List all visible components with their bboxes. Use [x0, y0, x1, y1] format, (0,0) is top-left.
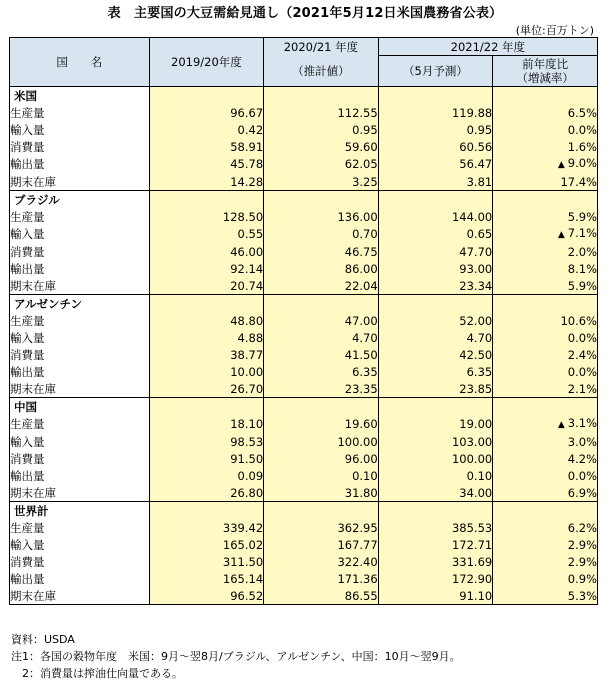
item-label: 消費量 — [10, 450, 150, 467]
country-name: アルゼンチン — [10, 295, 150, 313]
table-title: 表 主要国の大豆需給見通し（2021年5月12日米国農務省公表） — [107, 6, 503, 21]
table-row — [10, 121, 598, 138]
ratio-value: 5.3% — [567, 588, 597, 603]
item-label: 輸入量 — [10, 329, 150, 346]
ratio-value: 2.4% — [567, 347, 597, 362]
item-label: 生産量 — [10, 312, 150, 329]
value-2021: 52.00 — [378, 312, 493, 329]
value-2021: 23.34 — [378, 277, 493, 295]
item-label: 輸入量 — [10, 121, 150, 138]
blank-cell — [493, 87, 598, 105]
value-2019: 26.70 — [149, 380, 264, 398]
value-2019: 128.50 — [149, 208, 264, 225]
ratio-cell — [493, 312, 598, 329]
value-2019: 48.80 — [149, 312, 264, 329]
item-label: 輸出量 — [10, 570, 150, 587]
ratio-value: 1.6% — [567, 139, 597, 154]
ratio-value: 2.1% — [567, 381, 597, 396]
value-2019: 10.00 — [149, 363, 264, 380]
value-2019: 96.67 — [149, 104, 264, 121]
table-row — [10, 329, 598, 346]
ratio-value: 9.0% — [567, 156, 597, 170]
item-label: 期末在庫 — [10, 277, 150, 295]
ratio-value: 2.9% — [567, 537, 597, 552]
table-row — [10, 415, 598, 433]
value-2021: 3.81 — [378, 173, 493, 191]
value-2020: 112.55 — [264, 104, 379, 121]
ratio-value: 0.9% — [567, 571, 597, 586]
value-2021: 103.00 — [378, 433, 493, 450]
table-row — [10, 519, 598, 536]
blank-cell — [493, 398, 598, 416]
ratio-cell — [493, 208, 598, 225]
value-2019: 26.80 — [149, 484, 264, 502]
ratio-cell — [493, 484, 598, 502]
ratio-value: 6.2% — [567, 520, 597, 535]
ratio-cell — [493, 173, 598, 191]
value-2020: 46.75 — [264, 243, 379, 260]
value-2021: 19.00 — [378, 415, 493, 433]
blank-cell — [378, 502, 493, 520]
ratio-value: 0.0% — [567, 122, 597, 137]
table-row — [10, 433, 598, 450]
value-2020: 3.25 — [264, 173, 379, 191]
blank-cell — [149, 502, 264, 520]
value-2020: 23.35 — [264, 380, 379, 398]
value-2020: 47.00 — [264, 312, 379, 329]
value-2019: 165.14 — [149, 570, 264, 587]
value-2021: 172.90 — [378, 570, 493, 587]
table-row — [10, 260, 598, 277]
blank-cell — [378, 191, 493, 209]
blank-cell — [264, 87, 379, 105]
ratio-cell — [493, 415, 598, 433]
blank-cell — [149, 87, 264, 105]
ratio-cell — [493, 329, 598, 346]
country-name: 米国 — [10, 87, 150, 105]
blank-cell — [378, 87, 493, 105]
value-2020: 59.60 — [264, 138, 379, 155]
decrease-triangle-icon: ▲ — [557, 420, 565, 430]
value-2019: 98.53 — [149, 433, 264, 450]
ratio-cell — [493, 450, 598, 467]
table-row — [10, 346, 598, 363]
value-2020: 0.70 — [264, 225, 379, 243]
item-label: 生産量 — [10, 104, 150, 121]
table-row — [10, 312, 598, 329]
value-2021: 0.10 — [378, 467, 493, 484]
table-row — [10, 553, 598, 570]
table-row — [10, 570, 598, 587]
value-2020: 4.70 — [264, 329, 379, 346]
blank-cell — [493, 191, 598, 209]
value-2021: 60.56 — [378, 138, 493, 155]
blank-cell — [149, 295, 264, 313]
value-2021: 385.53 — [378, 519, 493, 536]
item-label: 消費量 — [10, 243, 150, 260]
ratio-cell — [493, 536, 598, 553]
value-2021: 6.35 — [378, 363, 493, 380]
value-2020: 100.00 — [264, 433, 379, 450]
ratio-value: 5.9% — [567, 278, 597, 293]
value-2020: 322.40 — [264, 553, 379, 570]
value-2020: 22.04 — [264, 277, 379, 295]
table-row — [10, 138, 598, 155]
item-label: 期末在庫 — [10, 173, 150, 191]
header-2021-top: 2021/22 年度 — [378, 38, 597, 56]
table-row — [10, 380, 598, 398]
item-label: 輸出量 — [10, 155, 150, 173]
item-label: 生産量 — [10, 208, 150, 225]
item-label: 生産量 — [10, 519, 150, 536]
value-2019: 0.55 — [149, 225, 264, 243]
ratio-cell — [493, 225, 598, 243]
value-2020: 86.55 — [264, 587, 379, 605]
value-2020: 0.95 — [264, 121, 379, 138]
table-row — [10, 484, 598, 502]
value-2021: 0.95 — [378, 121, 493, 138]
ratio-value: 0.0% — [567, 330, 597, 345]
ratio-value: 10.6% — [560, 313, 597, 328]
ratio-value: 6.5% — [567, 105, 597, 120]
table-row — [10, 450, 598, 467]
value-2020: 0.10 — [264, 467, 379, 484]
ratio-cell — [493, 433, 598, 450]
country-name: 中国 — [10, 398, 150, 416]
header-2020-top: 2020/21 年度 — [264, 38, 379, 56]
table-row — [10, 104, 598, 121]
value-2020: 96.00 — [264, 450, 379, 467]
decrease-triangle-icon: ▲ — [557, 160, 565, 170]
decrease-triangle-icon: ▲ — [557, 230, 565, 240]
value-2021: 119.88 — [378, 104, 493, 121]
ratio-cell — [493, 277, 598, 295]
group-header-row — [10, 191, 598, 209]
value-2021: 172.71 — [378, 536, 493, 553]
blank-cell — [493, 295, 598, 313]
value-2019: 18.10 — [149, 415, 264, 433]
table-row — [10, 536, 598, 553]
ratio-cell — [493, 587, 598, 605]
table-row — [10, 277, 598, 295]
header-ratio-top: 前年度比 — [522, 57, 569, 71]
header-ratio-sub: （増減率） — [516, 71, 574, 85]
group-header-row — [10, 398, 598, 416]
ratio-value: 6.9% — [567, 485, 597, 500]
blank-cell — [264, 191, 379, 209]
value-2020: 167.77 — [264, 536, 379, 553]
ratio-value: 0.0% — [567, 468, 597, 483]
value-2019: 0.42 — [149, 121, 264, 138]
note-1: 注1：各国の穀物年度 米国：9月～翌8月/ブラジル、アルゼンチン、中国：10月～翌9月。 — [11, 650, 461, 663]
header-ratio — [493, 56, 598, 87]
table-row — [10, 363, 598, 380]
item-label: 消費量 — [10, 553, 150, 570]
value-2019: 96.52 — [149, 587, 264, 605]
item-label: 輸出量 — [10, 467, 150, 484]
table-row — [10, 467, 598, 484]
ratio-value: 8.1% — [567, 261, 597, 276]
header-2021-sub: （5月予測） — [378, 56, 493, 87]
value-2019: 38.77 — [149, 346, 264, 363]
header-2020-sub: （推計値） — [264, 56, 379, 87]
ratio-value: 17.4% — [560, 174, 597, 189]
item-label: 輸入量 — [10, 433, 150, 450]
ratio-cell — [493, 155, 598, 173]
value-2020: 31.80 — [264, 484, 379, 502]
table-row — [10, 587, 598, 605]
note-2: 2：消費量は搾油仕向量である。 — [11, 667, 183, 680]
value-2021: 144.00 — [378, 208, 493, 225]
unit-label: (単位:百万トン) — [515, 24, 594, 37]
country-name: ブラジル — [10, 191, 150, 209]
value-2020: 6.35 — [264, 363, 379, 380]
ratio-value: 4.2% — [567, 451, 597, 466]
table-body — [10, 87, 598, 605]
ratio-cell — [493, 380, 598, 398]
blank-cell — [378, 295, 493, 313]
ratio-value: 3.0% — [567, 434, 597, 449]
value-2021: 331.69 — [378, 553, 493, 570]
value-2019: 58.91 — [149, 138, 264, 155]
item-label: 輸入量 — [10, 225, 150, 243]
value-2019: 20.74 — [149, 277, 264, 295]
value-2019: 92.14 — [149, 260, 264, 277]
value-2019: 311.50 — [149, 553, 264, 570]
blank-cell — [378, 398, 493, 416]
value-2019: 165.02 — [149, 536, 264, 553]
value-2020: 62.05 — [264, 155, 379, 173]
value-2021: 4.70 — [378, 329, 493, 346]
value-2020: 19.60 — [264, 415, 379, 433]
blank-cell — [264, 502, 379, 520]
ratio-cell — [493, 553, 598, 570]
value-2021: 100.00 — [378, 450, 493, 467]
table-row — [10, 225, 598, 243]
value-2021: 47.70 — [378, 243, 493, 260]
group-header-row — [10, 87, 598, 105]
ratio-cell — [493, 363, 598, 380]
value-2020: 86.00 — [264, 260, 379, 277]
ratio-cell — [493, 243, 598, 260]
ratio-cell — [493, 104, 598, 121]
value-2021: 93.00 — [378, 260, 493, 277]
item-label: 期末在庫 — [10, 484, 150, 502]
ratio-value: 3.1% — [567, 416, 597, 430]
value-2019: 4.88 — [149, 329, 264, 346]
ratio-value: 0.0% — [567, 364, 597, 379]
value-2019: 45.78 — [149, 155, 264, 173]
blank-cell — [149, 191, 264, 209]
value-2021: 91.10 — [378, 587, 493, 605]
value-2021: 56.47 — [378, 155, 493, 173]
value-2019: 14.28 — [149, 173, 264, 191]
table-row — [10, 243, 598, 260]
value-2021: 0.65 — [378, 225, 493, 243]
value-2019: 0.09 — [149, 467, 264, 484]
group-header-row — [10, 295, 598, 313]
item-label: 消費量 — [10, 138, 150, 155]
value-2021: 42.50 — [378, 346, 493, 363]
ratio-cell — [493, 121, 598, 138]
item-label: 輸入量 — [10, 536, 150, 553]
item-label: 生産量 — [10, 415, 150, 433]
ratio-value: 5.9% — [567, 209, 597, 224]
item-label: 輸出量 — [10, 363, 150, 380]
value-2019: 91.50 — [149, 450, 264, 467]
ratio-cell — [493, 260, 598, 277]
header-2019: 2019/20年度 — [149, 38, 264, 87]
ratio-cell — [493, 467, 598, 484]
soybean-supply-table — [9, 37, 598, 605]
item-label: 期末在庫 — [10, 380, 150, 398]
blank-cell — [149, 398, 264, 416]
ratio-cell — [493, 570, 598, 587]
ratio-cell — [493, 138, 598, 155]
blank-cell — [493, 502, 598, 520]
table-row — [10, 155, 598, 173]
item-label: 輸出量 — [10, 260, 150, 277]
country-name: 世界計 — [10, 502, 150, 520]
notes — [11, 631, 461, 682]
ratio-cell — [493, 346, 598, 363]
ratio-value: 7.1% — [567, 226, 597, 240]
blank-cell — [264, 295, 379, 313]
item-label: 期末在庫 — [10, 587, 150, 605]
ratio-value: 2.9% — [567, 554, 597, 569]
header-country: 国 名 — [10, 38, 150, 87]
table-row — [10, 173, 598, 191]
value-2020: 41.50 — [264, 346, 379, 363]
value-2021: 34.00 — [378, 484, 493, 502]
value-2019: 46.00 — [149, 243, 264, 260]
value-2019: 339.42 — [149, 519, 264, 536]
group-header-row — [10, 502, 598, 520]
value-2020: 136.00 — [264, 208, 379, 225]
value-2021: 23.85 — [378, 380, 493, 398]
ratio-value: 2.0% — [567, 244, 597, 259]
value-2020: 171.36 — [264, 570, 379, 587]
table-row — [10, 208, 598, 225]
blank-cell — [264, 398, 379, 416]
ratio-cell — [493, 519, 598, 536]
item-label: 消費量 — [10, 346, 150, 363]
note-source: 資料：USDA — [11, 633, 75, 646]
value-2020: 362.95 — [264, 519, 379, 536]
